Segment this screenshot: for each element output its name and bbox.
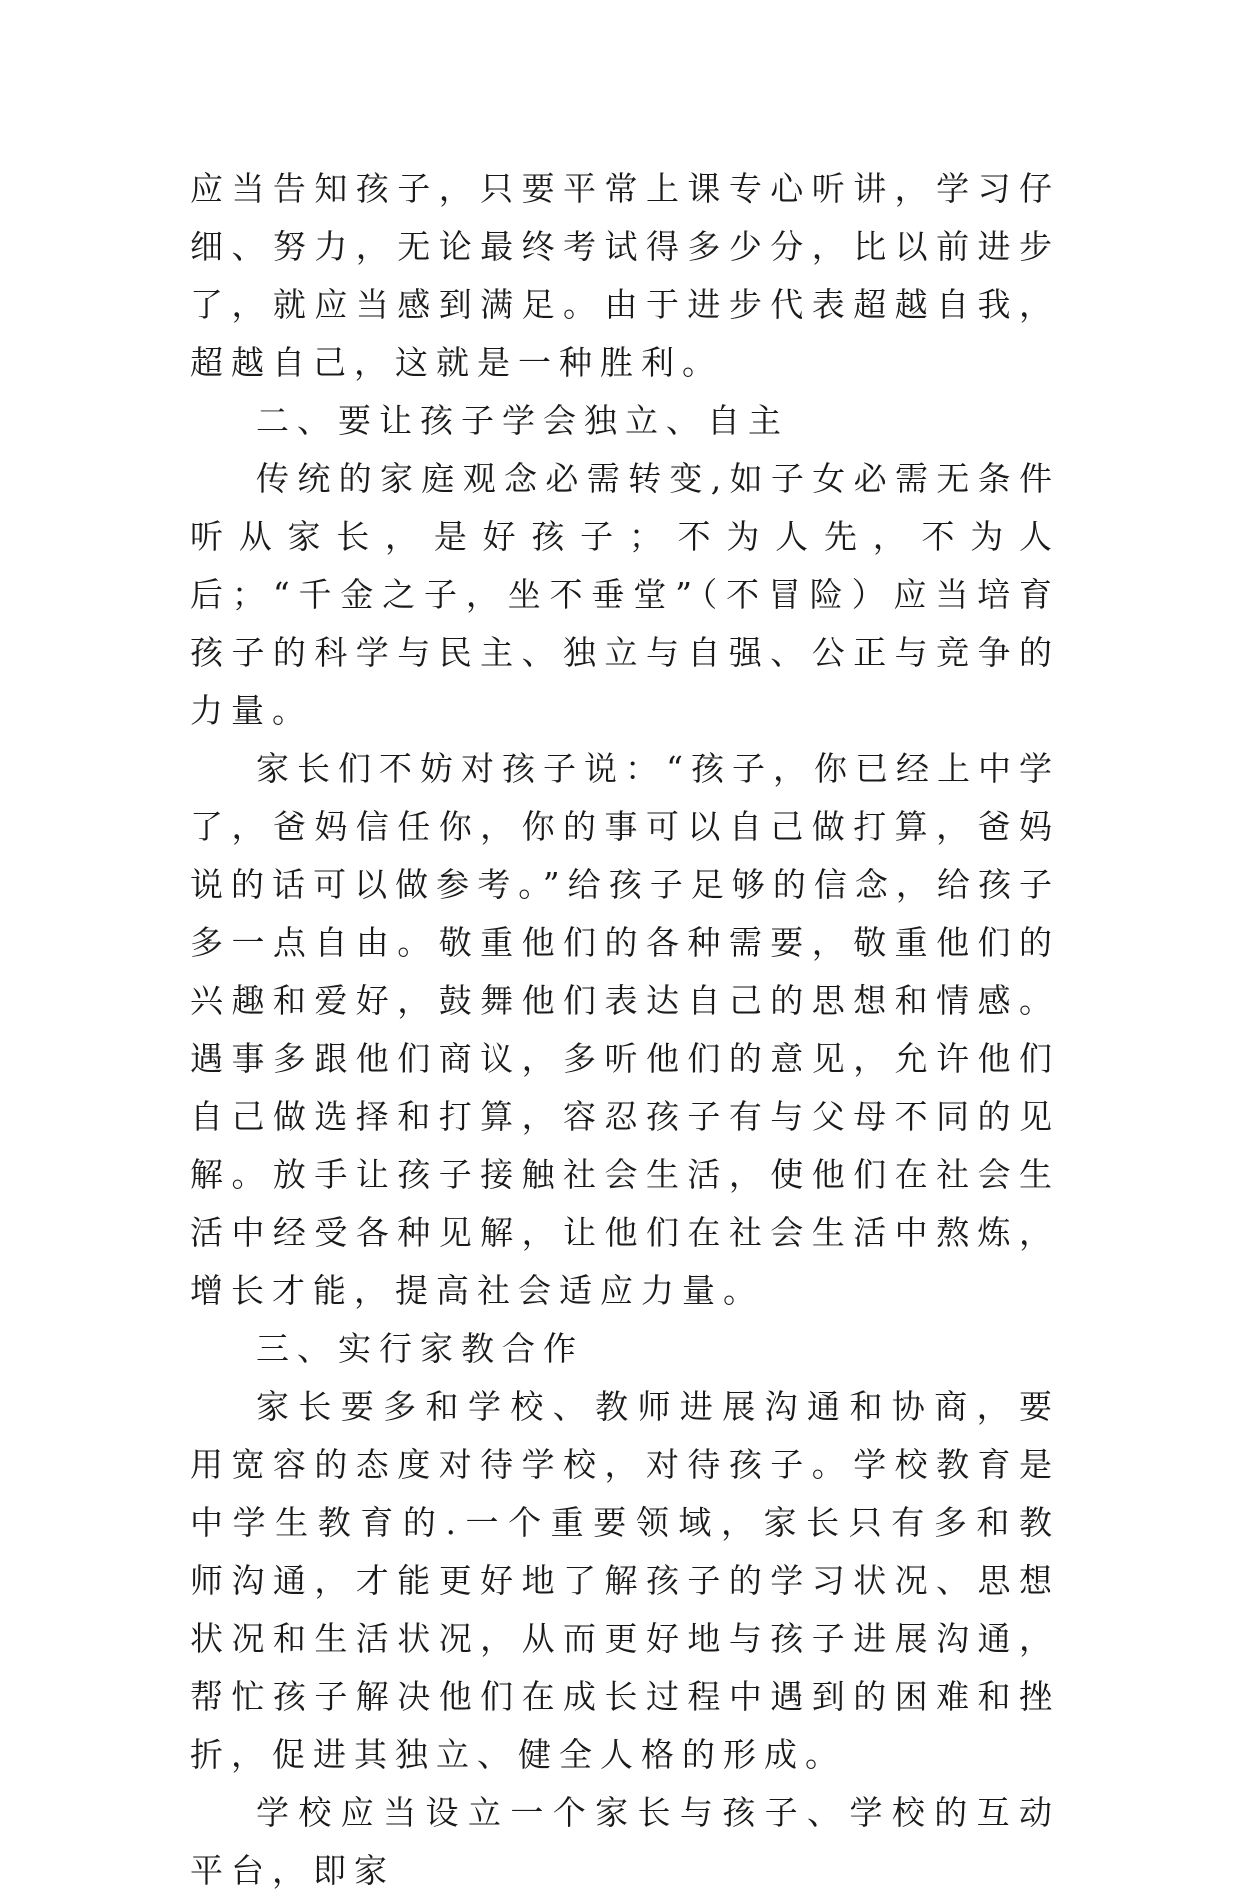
section-heading-3: 三、实行家教合作 [256, 1329, 584, 1368]
document-body [190, 160, 1060, 1900]
paragraph: 家长们不妨对孩子说：“孩子，你已经上中学了，爸妈信任你，你的事可以自己做打算，爸妈说的话可以做参考。”给孩子足够的信念，给孩子多一点自由。敬重他们的各种需要，敬重他们的兴趣和爱好，鼓舞他们表达自己的思想和情感。遇事多跟他们商议，多听他们的意见，允许他们自己做选择和打算，容忍孩子有与父母不同的见解。放手让孩子接触社会生活，使他们在社会生活中经受各种见解，让他们在社会生活中熬炼，增长才能，提高社会适应力量。 [190, 749, 1060, 1310]
paragraph-continued: 应当告知孩子，只要平常上课专心听讲，学习仔细、努力，无论最终考试得多少分，比以前进步了，就应当感到满足。由于进步代表超越自我，超越自己，这就是一种胜利。 [190, 169, 1060, 382]
paragraph: 家长要多和学校、教师进展沟通和协商，要用宽容的态度对待学校，对待孩子。学校教育是中学生教育的.一个重要领域，家长只有多和教师沟通，才能更好地了解孩子的学习状况、思想状况和生活状况，从而更好地与孩子进展沟通，帮忙孩子解决他们在成长过程中遇到的困难和挫折，促进其独立、健全人格的形成。 [190, 1387, 1060, 1774]
section-heading-2: 二、要让孩子学会独立、自主 [256, 401, 789, 440]
paragraph: 学校应当设立一个家长与孩子、学校的互动平台，即家 [190, 1793, 1060, 1890]
paragraph: 传统的家庭观念必需转变,如子女必需无条件听从家长，是好孩子；不为人先，不为人后；“千金之子，坐不垂堂”（不冒险）应当培育孩子的科学与民主、独立与自强、公正与竞争的力量。 [190, 459, 1060, 730]
